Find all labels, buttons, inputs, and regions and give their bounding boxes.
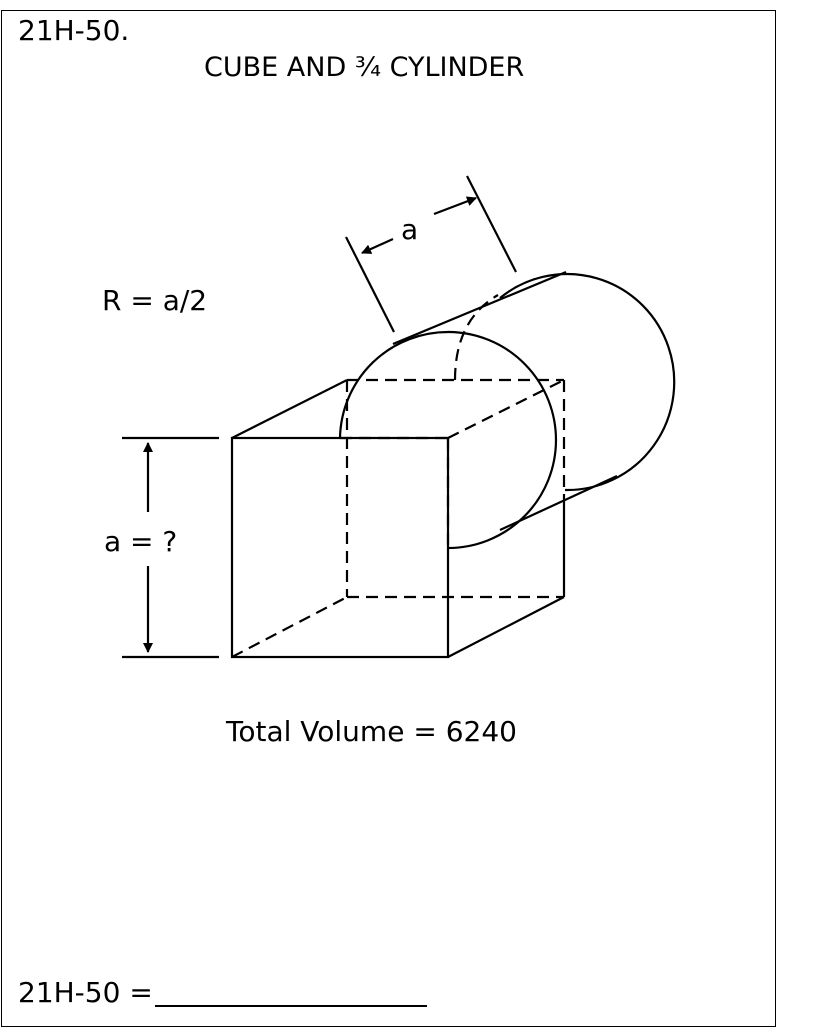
cube-edge-top-left [232, 380, 347, 438]
total-volume-label: Total Volume = 6240 [226, 715, 517, 748]
problem-title: CUBE AND ¾ CYLINDER [204, 52, 525, 83]
cube-front-face [232, 438, 448, 657]
problem-number: 21H-50. [18, 14, 130, 47]
answer-row [18, 976, 427, 1009]
answer-blank[interactable] [155, 981, 427, 1007]
cylinder-hidden-arc [455, 295, 498, 380]
answer-prompt: 21H-50 = [18, 976, 153, 1009]
side-length-label: a = ? [104, 525, 178, 558]
cube-hidden-edges [232, 380, 564, 657]
dim-arrow-right [434, 198, 476, 214]
cube-edge-bottom-right [448, 597, 564, 657]
radius-label: R = a/2 [102, 284, 208, 317]
cylinder-back-arc [500, 274, 674, 490]
dim-arrow-left [362, 239, 393, 253]
depth-label: a [401, 213, 419, 246]
dim-ext-left [346, 237, 394, 332]
dim-ext-right [467, 176, 516, 272]
cylinder-bottom-line [500, 476, 617, 530]
